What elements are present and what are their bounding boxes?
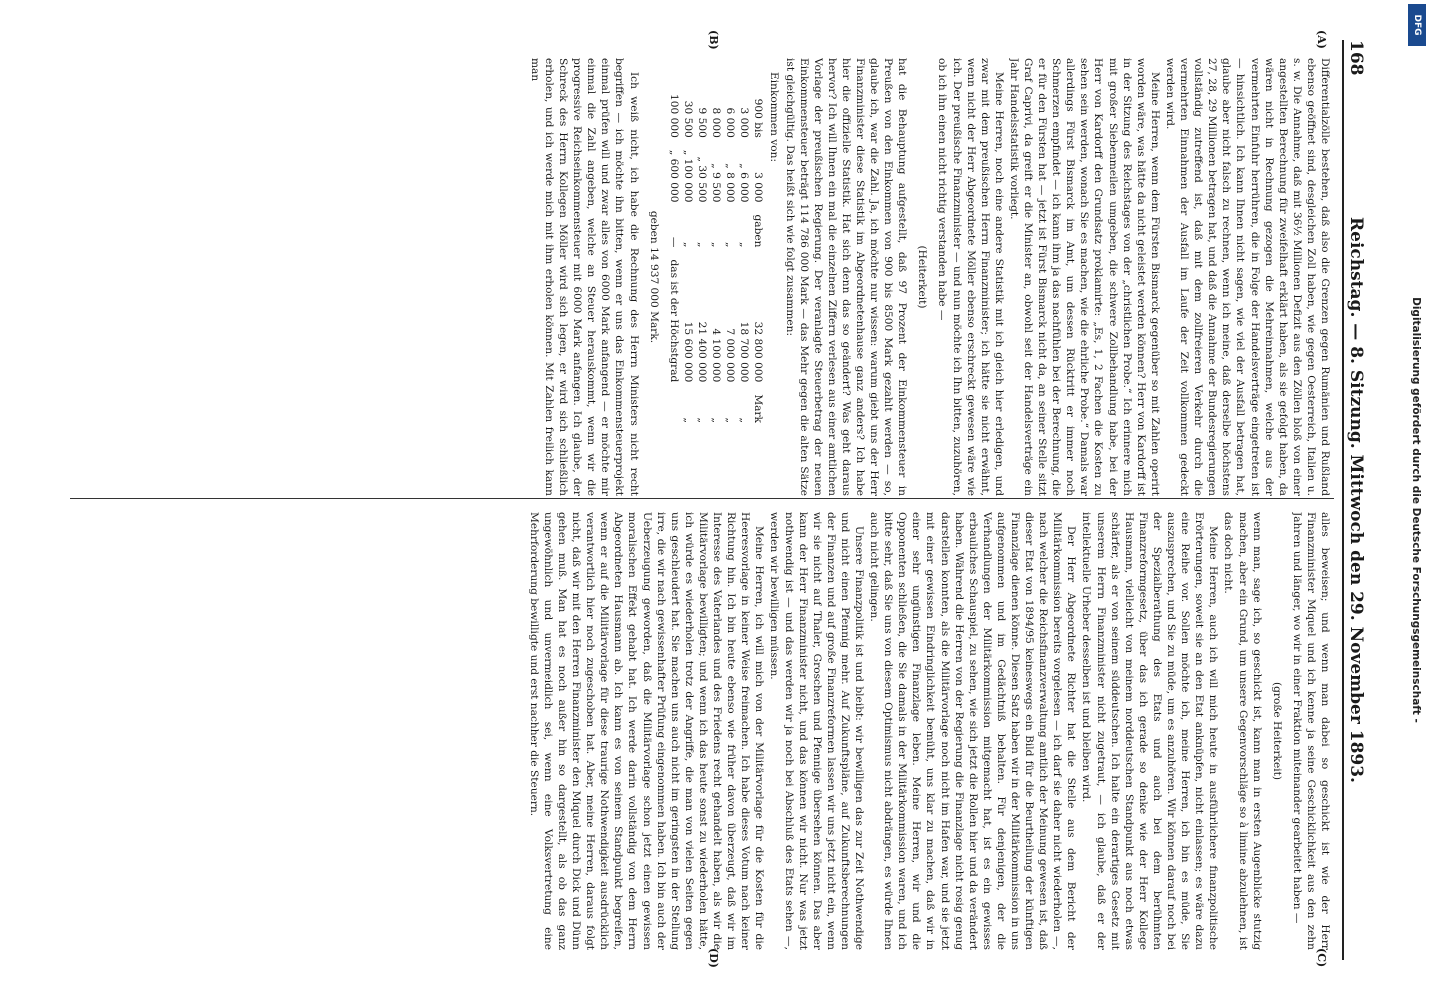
table-cell: „ [681,241,694,248]
table-cell: 30 500 [681,100,694,138]
table-cell: „ [724,417,737,423]
paragraph: Der Herr Abgeordnete Richter hat die Stelle aus dem Bericht der Militärkommission bereits vorgelesen — ich darf sie daher nicht wiederholen —, nach welcher die Reichsfinanzverwaltung amtlich der Meinung gewesen ist, daß dieser Etat von 1894/95 keineswegs ein Bild für die Beurtheilung der künftigen Finanzlage dienen könne. Diesen Satz haben wir in der Militärkommission in uns aufgenommen und im Gedächtniß behalten. Für denjenigen, der die Verhandlungen der Militärkommission mitgemacht hat, ist es ein gewisses erbauliches Schauspiel, zu sehen, wie sich jetzt die Rollen hier und da verändert haben. Während die Herren von der Regierung die Finanzlage nicht rosig genug darstellen konnten, als die Militärvorlage noch nicht im Hafen war, und sie jetzt mit einer gewissen Eindringlichkeit bemüht, uns klar zu machen, daß wir in einer sehr ungünstigen Finanzlage leben. Meine Herren, wir und die Opponenten schließen, die Sie damals in der Militärkommission waren, und ich bitte sehr, daß Sie uns von diesem Optimismus nicht abdrängen, es würde Ihnen auch nicht gelingen. [868,512,1078,950]
table-cell: „ 8 000 [724,163,737,203]
table-cell: 3 000 [752,172,765,203]
table-row [751,88,765,429]
table-cell: „ 6 000 [738,163,751,203]
paragraph: Ich weiß nicht, ich habe die Rechnung des Herrn Ministers nicht recht begriffen — ich möchte ihn bitten, wenn er uns das Einkommensteuerprojekt einmal prüfen will und zwar alles von 6000 Mark anfangend — er möchte mir einmal die Zahl angeben, welche an Steuer herauskommt, wenn wir die progressive Reichseinkommensteuer mit 6000 Mark anfangen. Ich glaube, der Schreck des Herrn Kollegen Möller wird sich legen, er wird sich schließlich erholen, und ich werde mich mit ihm erholen können. Mit Zahlen freilich kann man [528,58,640,496]
table-cell: „ [695,241,708,248]
paragraph: hat die Behauptung aufgestellt, daß 97 Prozent der Einkommensteuer in Preußen von den Einkommen von 900 bis 8500 Mark gezahlt werden — so, glaube ich, war die Zahl. Ja, ich möchte nur wissen: warum giebt uns der Herr Finanzminister diese Statistik im Abgeordnetenhause ganz anders? Ich habe hier die offizielle Statistik. Hat sich denn das so geändert? Was geht daraus hervor? Ich will Ihnen ein mal die einzelnen Ziffern verlesen aus einer amtlichen Vorlage der preußischen Regierung. Der veranlagte Steuerbetrag der neuen Einkommensteuer beträgt 114 786 000 Mark — das Mehr gegen die alten Sätze ist gleichgültig. Das heißt sich wie folgt zusammen: [783,58,909,496]
table-cell: 32 800 000 [752,321,765,383]
table-cell: „ [710,417,723,423]
table-cell: „ 9 500 [710,163,723,203]
table-cell: „ [738,241,751,248]
table-cell: — [667,236,680,248]
table-cell: „ [681,417,694,423]
table-cell: „ [738,417,751,423]
digitization-watermark [1405,60,1427,960]
table-cell: 9 500 [695,107,708,138]
column-rule [70,498,1334,499]
margin-mark-b: (B) [707,30,720,50]
interjection: (Heiterkeit) [916,245,929,309]
running-head [1342,40,1368,960]
left-column [70,58,1332,496]
table-cell: „ 100 000 [681,149,694,203]
table-cell: 6 000 [724,107,737,138]
table-cell: „ 600 000 [667,149,680,203]
table-cell: 7 000 000 [724,328,737,383]
table-caption: Einkommen von: [768,72,781,163]
paragraph: alles beweisen; und wenn man dabei so geschickt ist wie der Herr Finanzminister Miquel und ich kenne ja seine Geschicklichkeit aus den zehn Jahren und länger, wo wir in einer Fraktion miteinander gearbeitet haben — [1290,512,1331,950]
table-row [723,88,737,429]
table-row [681,88,695,429]
table-cell: 3 000 [738,107,751,138]
table-cell: Mark [752,394,765,423]
table-row [737,88,751,429]
paragraph: Meine Herren, ich will mich von der Militärvorlage für die Kosten für die Heeresvorlage in keiner Weise freimachen. Ich habe dieses Votum nach keiner Richtung hin. Ich bin heute ebenso wie früher davon überzeugt, daß wir im Interesse des Vaterlandes und des Friedens recht gehandelt haben, als wir die Militärvorlage bewilligten; und wenn ich das heute sonst zu wiederholen hätte, ich würde es wiederholen trotz der Angriffe, die man von vielen Seiten gegen uns geschleudert hat. Sie machen uns auch nicht im geringsten in der Stellung irre, die wir nach gewissenhafter Prüfung eingenommen haben. Ich bin auch der Ueberzeugung geworden, daß die Militärvorlage schon jetzt einen gewissen moralischen Effekt gehabt hat. Ich werde darin vollständig von dem Herrn Abgeordneten Hausmann ab. Ich kann es von seinem Standpunkt begreifen, wenn er auf die Militärvorlage für diese traurige Nothwendigkeit ausdrücklich verantwortlich hier noch zugeschoben hat. Aber, meine Herren, daraus folgt nicht, daß wir mit den Herren Finanzminister den Miquel durch Dick und Dünn gehen muß. Man hat es noch außer hin so dargestellt, als ob das ganz ungewöhnlich und unvermeidlich sei, wenn eine Volksvertretung eine Mehrforderung bewilligte und erst nachher die Steuern. [527,512,766,950]
paragraph: Meine Herren, wenn dem Fürsten Bismarck gegenüber so mit Zahlen operirt worden wäre, was hätte da nicht geleistet werden können? Herr von Kardorff ist in der Sitzung des Reichstages von der „christlichen Probe.“ Ich erinnere mich mit großer Siebenmeilen umgeben, die schwere Zollbehandlung habe, bei der Herr von Kardorff den Grundsatz proklamirte: „Es, 1, 2 Fachen die Kosten zu sehen sein werden, wonach Sie es machen, wie die ehrliche Probe.“ Damals war allerdings Fürst Bismarck im Amt, um dessen Rücktritt er immer noch Schmerzen empfindet — ich kann ihm ja das nachfühlen bei der Berechnung, die er für den Fürsten hat — jetzt ist Fürst Bismarck nicht da, an seiner Stelle sitzt Graf Caprivi, da greift er die Minister an, obwohl seit der Handelsverträge ein Jahr Handelsstatistik vorliegt. [1007,58,1161,496]
table-total: geben 14 937 000 Mark. [647,210,660,344]
paragraph: Meine Herren, noch eine andere Statistik mit ich gleich hier erledigen, und zwar mit dem preußischen Herrn Finanzminister; ich hätte sie nicht erwähnt, wenn nicht der Herr Abgeordnete Möller ebenso erschreckt gewesen wäre wie ich. Der preußische Finanzminister — und nun möchte ich Ihn bitten, zuzuhören, ob ich ihn einen nicht richtig verstanden habe — [936,58,1005,496]
interjection: (große Heiterkeit) [1270,681,1283,781]
right-column [70,512,1332,950]
table-cell: 18 700 000 [738,321,751,383]
table-cell: gaben [752,214,765,248]
paragraph: wenn man, sage ich, so geschickt ist, kann man in ersten Augenblicke stutzig machen, aber ein Grund, um unsere Gegenvorschläge so à limine abzulehnen, ist das doch nicht. [1222,512,1263,950]
table-cell: „ [695,417,708,423]
table-cell: 15 600 000 [681,321,694,383]
table-cell [667,388,681,429]
dfg-logo: DFG [1408,4,1426,46]
paragraph: Differentialzölle bestehen, daß also die Grenzen gegen Rumänien und Rußland ebenso geöffnet sind, desgleichen Zoll haben, wie gegen Oesterreich, Italien u. s. w. Die Annahme, daß mit 36½ Millionen Defizit aus den Zöllen bloß von einer angestellten Berechnung für zweifelhaft erklärt haben, als sie gefolgt haben, da wären nicht in Rechnung gezogen die Mehreinnahmen, welche aus der vermehrten Einfuhr herrühren, die in Folge der Handelsverträge eingetreten ist — hinsichtlich. Ich kann Ihnen nicht sagen, wie viel der Ausfall betragen hat, glaube aber nicht falsch zu rechnen, wenn ich meine, daß derselbe höchstens 27, 28, 29 Millionen betragen hat, und daß die Annahme der Bundesregierungen vollständig zutreffend ist, daß mit dem zollfreieren Verkehr durch die vermehrten Einnahmen der Ausfall im Laufe der Zeit vollkommen gedeckt werden wird. [1163,58,1331,496]
table-cell: 4 100 000 [710,328,723,383]
running-title: Reichstag. — 8. Sitzung. Mittwoch den 29. November 1893. [1346,217,1366,783]
table-cell: das ist der Höchstgrad [667,259,680,383]
table-cell: „ [724,241,737,248]
paragraph: Meine Herren, auch ich will mich heute in ausführlichere finanzpolitische Erörterungen, soweit sie an den Etat anknüpfen, nicht einlassen; es wäre dazu eine Reihe vor. Sollen möchte ich, meine Herren, ich bin es müde, Sie auszusprechen, und Sie zu müde, um es anzuhören. Wir können darauf noch bei der Spezialberathung des Etats und auch bei dem berühmten Finanzreformgesetz, über das ich gerade so denke wie der Herr Kollege Hausmann, vielleicht von meinem norddeutschen Standpunkt aus noch etwas schärfer, als er von seinem süddeutschen. Ich halte ein derartiges Gesetz mit unserem Herrn Finanzminister nicht zugetraut, — ich glaube, daß er der intellektuelle Urheber desselben ist und bleiben wird. [1080,512,1220,950]
table-cell: 21 400 000 [695,321,708,383]
table-cell: 900 bis [752,98,765,138]
table-cell: „ 30 500 [695,156,708,203]
page-number: 168 [1346,40,1366,76]
table-cell: 100 000 [667,94,680,138]
margin-mark-d: (D) [707,948,720,968]
table-row [695,88,709,429]
table-cell: 8 000 [710,107,723,138]
paragraph: Unsere Finanzpolitik ist und bleibt: wir bewilligen das zur Zeit Nothwendige und nicht einen Pfennig mehr. Auf Zukunftspläne, auf Zukunftsberechnungen der Finanzen und auf große Finanzreformen lassen wir uns jetzt nicht ein, wenn wir sie nicht auf Thaler, Groschen und Pfennige übersehen können. Das aber kann der Herr Finanzminister nicht, und das können wir nicht. Nur was jetzt nothwendig ist — und das werden wir ja noch bei Abschluß des Etats sehen —, werden wir bewilligen müssen. [768,512,865,950]
watermark-text: Digitalisierung gefördert durch die Deutsche Forschungsgemeinschaft - [1410,297,1422,723]
income-table [667,88,766,429]
table-cell: „ [710,241,723,248]
margin-mark-a: (A) [1315,30,1328,49]
table-row [709,88,723,429]
table-row [667,88,681,429]
margin-mark-c: (C) [1315,948,1328,968]
